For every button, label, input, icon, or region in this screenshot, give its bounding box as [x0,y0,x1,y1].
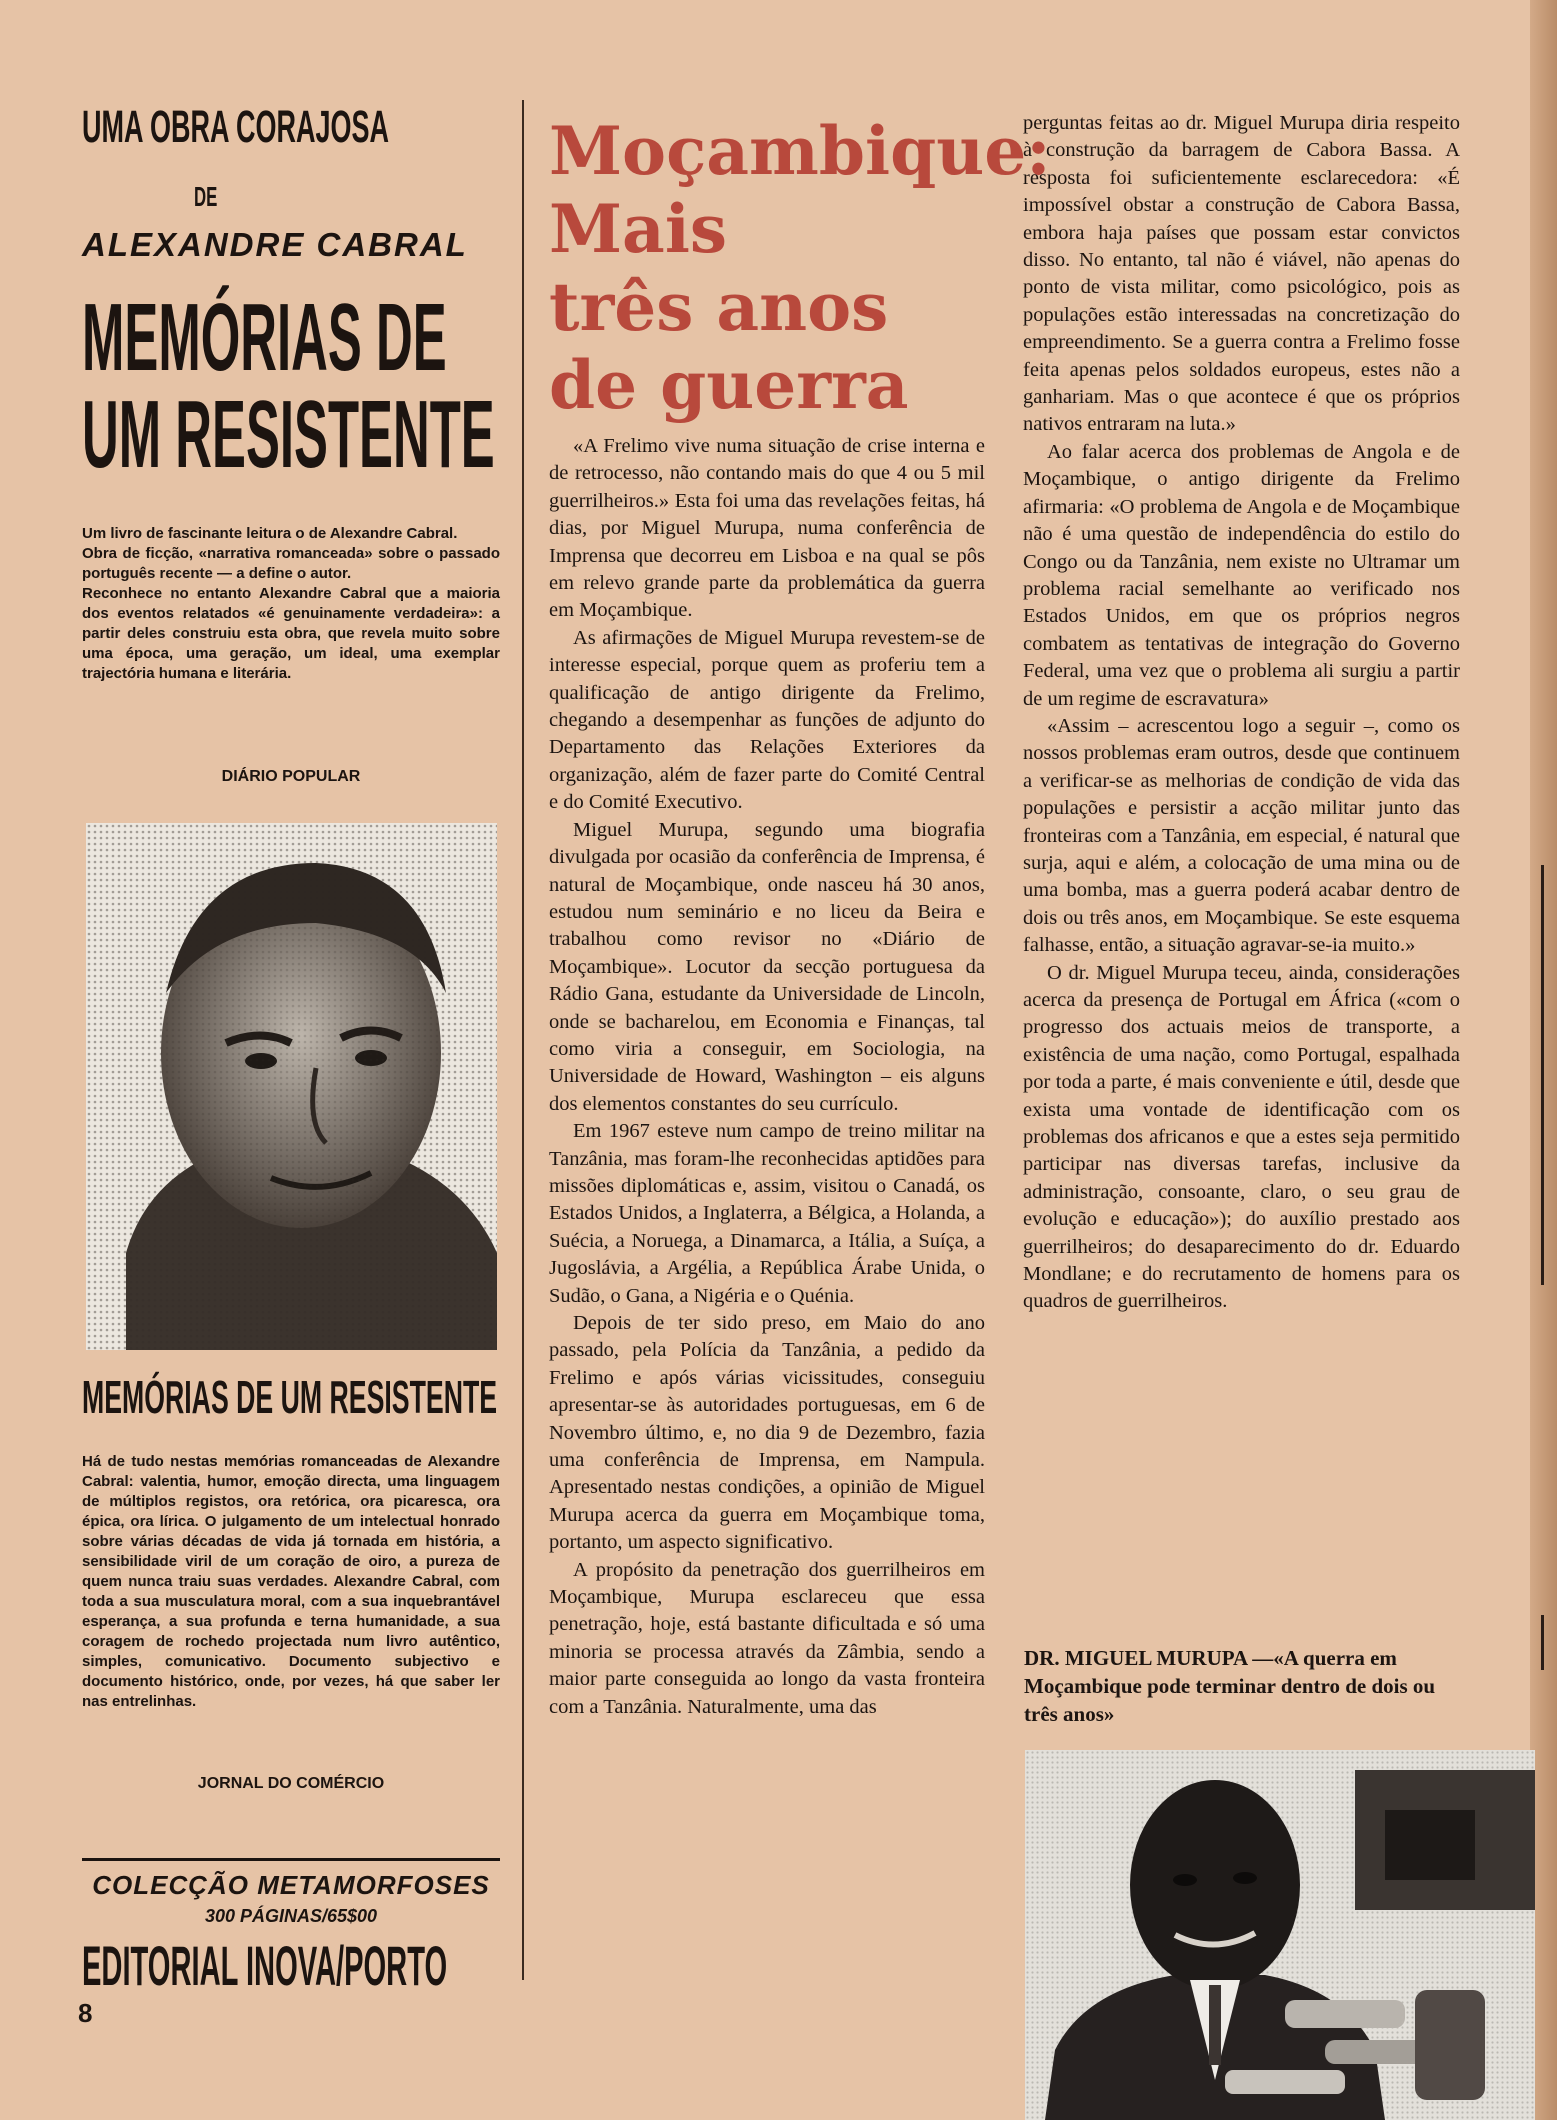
article-paragraph: As afirmações de Miguel Murupa revestem-se de interesse especial, porque quem as proferiu tem a qualificação de antigo dirigente da Frelimo, chegando a desempenhar as funções de adjunto do Departamento das Relações Exteriores da organização, além de fazer parte do Comité Central e do Comité Executivo. [549,626,985,814]
press-conference-photo-icon [1025,1750,1535,2120]
ad-publisher-wrap [82,1934,500,1997]
article-paragraph: «A Frelimo vive numa situação de crise interna e de retrocesso, não contando mais do que 4 ou 5 mil guerrilheiros.» Esta foi uma das revelações feitas, há dias, por Miguel Murupa, numa conferência de Imprensa que decorreu em Lisboa e na qual se pôs em relevo grande parte da problemática da guerra em Moçambique. [549,435,985,622]
article-column-left [549,433,985,1721]
article-paragraph: perguntas feitas ao dr. Miguel Murupa diria respeito à construção da barragem de Cabora Bassa. A resposta foi suficientemente esclarecedora: «É impossível obstar a construção de Cabora Bassa, embora haja países que possam estar convictos disso. No entanto, tal não é viável, não apenas do ponto de vista militar, como psicológico, pois as populações estão interessadas na concretização do empreendimento. Se a guerra contra a Frelimo fosse feita apenas pelos soldados europeus, estes não a ganhariam. Mas o que acontece é que os próprios nativos entraram na luta.» [1023,112,1460,436]
headline-line1: Moçambique: [549,112,1051,190]
ad-pages-price: 300 PÁGINAS/65$00 [204,1906,378,1926]
article-column-right [1023,110,1460,1316]
article-paragraph: Em 1967 esteve num campo de treino militar na Tanzânia, mas foram-lhe reconhecidas aptidões para missões diplomáticas e, assim, visitou o Canadá, os Estados Unidos, a Inglaterra, a Bélgica, a Holanda, a Suécia, a Noruega, a Dinamarca, a Itália, a Suíça, a Jugoslávia, a Argélia, a República Árabe Unida, o Sudão, o Gana, a Nigéria e o Quénia. [549,1120,985,1307]
portrait-photo-icon [86,823,497,1350]
ad-section-title-wrap [82,1371,500,1423]
article-paragraph: Miguel Murupa, segundo uma biografia divulgada por ocasião da conferência de Imprensa, é natural de Moçambique, onde nasceu há 30 anos, estudou num seminário e no liceu da Beira e trabalhou como revisor no «Diário de Moçambique». Locutor da secção portuguesa da Rádio Gana, estudante da Universidade de Lincoln, onde se bacharelou, em Economia e Finanças, tal como viria a conseguir, em Sociologia, na Universidade de Howard, Washington – eis alguns dos elementos constantes do seu currículo. [549,818,985,1115]
headline-line2: Mais [549,190,728,268]
ad-review1-source: DIÁRIO POPULAR [221,768,361,785]
ad-review2-source: JORNAL DO COMÉRCIO [197,1775,385,1792]
article-paragraph: Ao falar acerca dos problemas de Angola e de Moçambique, o antigo dirigente da Frelimo afirmaria: «O problema de Angola e de Moçambique não é uma questão de independência do estilo do Congo ou da Tanzânia, nem existe no Ultramar um problema racial semelhante ao verificado nos Estados Unidos, em que os próprios negros combatem as tentativas de integração do Governo Federal, uma vez que o problema ali surgiu a partir de um regime de escravatura» [1023,440,1460,710]
ad-section-title: MEMÓRIAS DE UM RESISTENTE [82,1371,498,1423]
article-paragraph: O dr. Miguel Murupa teceu, ainda, considerações acerca da presença de Portugal em África («com o progresso dos actuais meios de transporte, a existência de uma nação, como Portugal, espalhada por toda a parte, é mais conveniente e útil, desde que exista uma vontade de identificação com os problemas dos africanos e que a estes seja permitido participar nas diversas tarefas, inclusive da administração, consoante, claro, o seu grau de evolução e educação»); do auxílio prestado aos guerrilheiros; do desaparecimento do dr. Eduardo Mondlane; e do recrutamento de homens para os quadros de guerrilheiros. [1023,961,1460,1313]
ad-review1: Um livro de fascinante leitura o de Alexandre Cabral. Obra de ficção, «narrativa romanceada» sobre o passado português recente — a define o autor. Reconhece no entanto Alexandre Cabral que a maioria dos eventos relatados «é genuinamente verdadeira»: a partir deles construiu esta obra, que revela muito sobre uma época, uma geração, um ideal, uma exemplar trajectória humana e literária. [82,525,500,682]
ad-big-title-line2: UM RESISTENTE [82,381,495,488]
ad-top-title-wrap [82,101,500,152]
article-paragraph: «Assim – acrescentou logo a seguir –, como os nossos problemas eram outros, desde que continuem a verificar-se as melhorias de condição de vida das populações e persistir a acção militar junto das fronteiras com a Tanzânia, em especial, é natural que surja, aqui e além, a colocação de uma mina ou de uma bomba, mas a guerra poderá acabar dentro de dois ou três anos, em Moçambique. Se este esquema falhasse, então, a situação agravar-se-ia muito.» [1023,714,1460,957]
page-number: 8 [78,1998,93,2028]
article-headline [549,112,1051,424]
article-paragraph: A propósito da penetração dos guerrilheiros em Moçambique, Murupa esclareceu que essa penetração, hoje, está bastante dificultada e só uma minoria se processa através da Zâmbia, sendo a maior parte conseguida ao longo da vasta fronteira com a Tanzânia. Naturalmente, uma das [549,1558,985,1718]
page-edge-mark [1541,1615,1544,1670]
column-divider [522,100,524,1980]
article-paragraph: Depois de ter sido preso, em Maio do ano passado, pela Polícia da Tanzânia, a pedido da Frelimo e após várias vicissitudes, conseguiu apresentar-se às autoridades portuguesas, em 6 de Novembro último, e, no dia 9 de Dezembro, fazia uma conferência de Imprensa, em Nampula. Apresentado nestas condições, a opinião de Miguel Murupa acerca da guerra em Moçambique toma, portanto, um aspecto significativo. [549,1312,985,1554]
ad-divider [82,1858,500,1861]
ad-top-title: UMA OBRA CORAJOSA [82,101,390,152]
page-edge-mark [1541,865,1544,1285]
headline-line3: três anos [549,268,889,346]
ad-de: DE [194,181,218,212]
headline-line4: de guerra [549,346,909,424]
ad-author: ALEXANDRE CABRAL [82,226,468,263]
photo-caption: DR. MIGUEL MURUPA —«A querra em Moçambique pode terminar dentro de dois ou três anos» [1024,1646,1436,1726]
ad-collection: COLECÇÃO METAMORFOSES [92,1870,490,1900]
ad-review2: Há de tudo nestas memórias romanceadas de Alexandre Cabral: valentia, humor, emoção directa, uma linguagem de múltiplos registos, ora retórica, ora picaresca, ora épica, ora lírica. O julgamento de um intelectual honrado sobre várias décadas de vida já tornada em história, a sensibilidade viril de um coração de oiro, a pureza de quem nunca traiu suas verdades. Alexandre Cabral, com toda a sua musculatura moral, com a sua inquebrantável esperança, a sua profunda e terna humanidade, a sua coragem de rochedo projectada num livro autêntico, simples, comunicativo. Documento subjectivo e documento histórico, onde, por vezes, há que saber ler nas entrelinhas. [82,1453,500,1710]
ad-big-title-line1: MEMÓRIAS DE [82,284,447,391]
ad-publisher: EDITORIAL INOVA/PORTO [82,1934,448,1997]
